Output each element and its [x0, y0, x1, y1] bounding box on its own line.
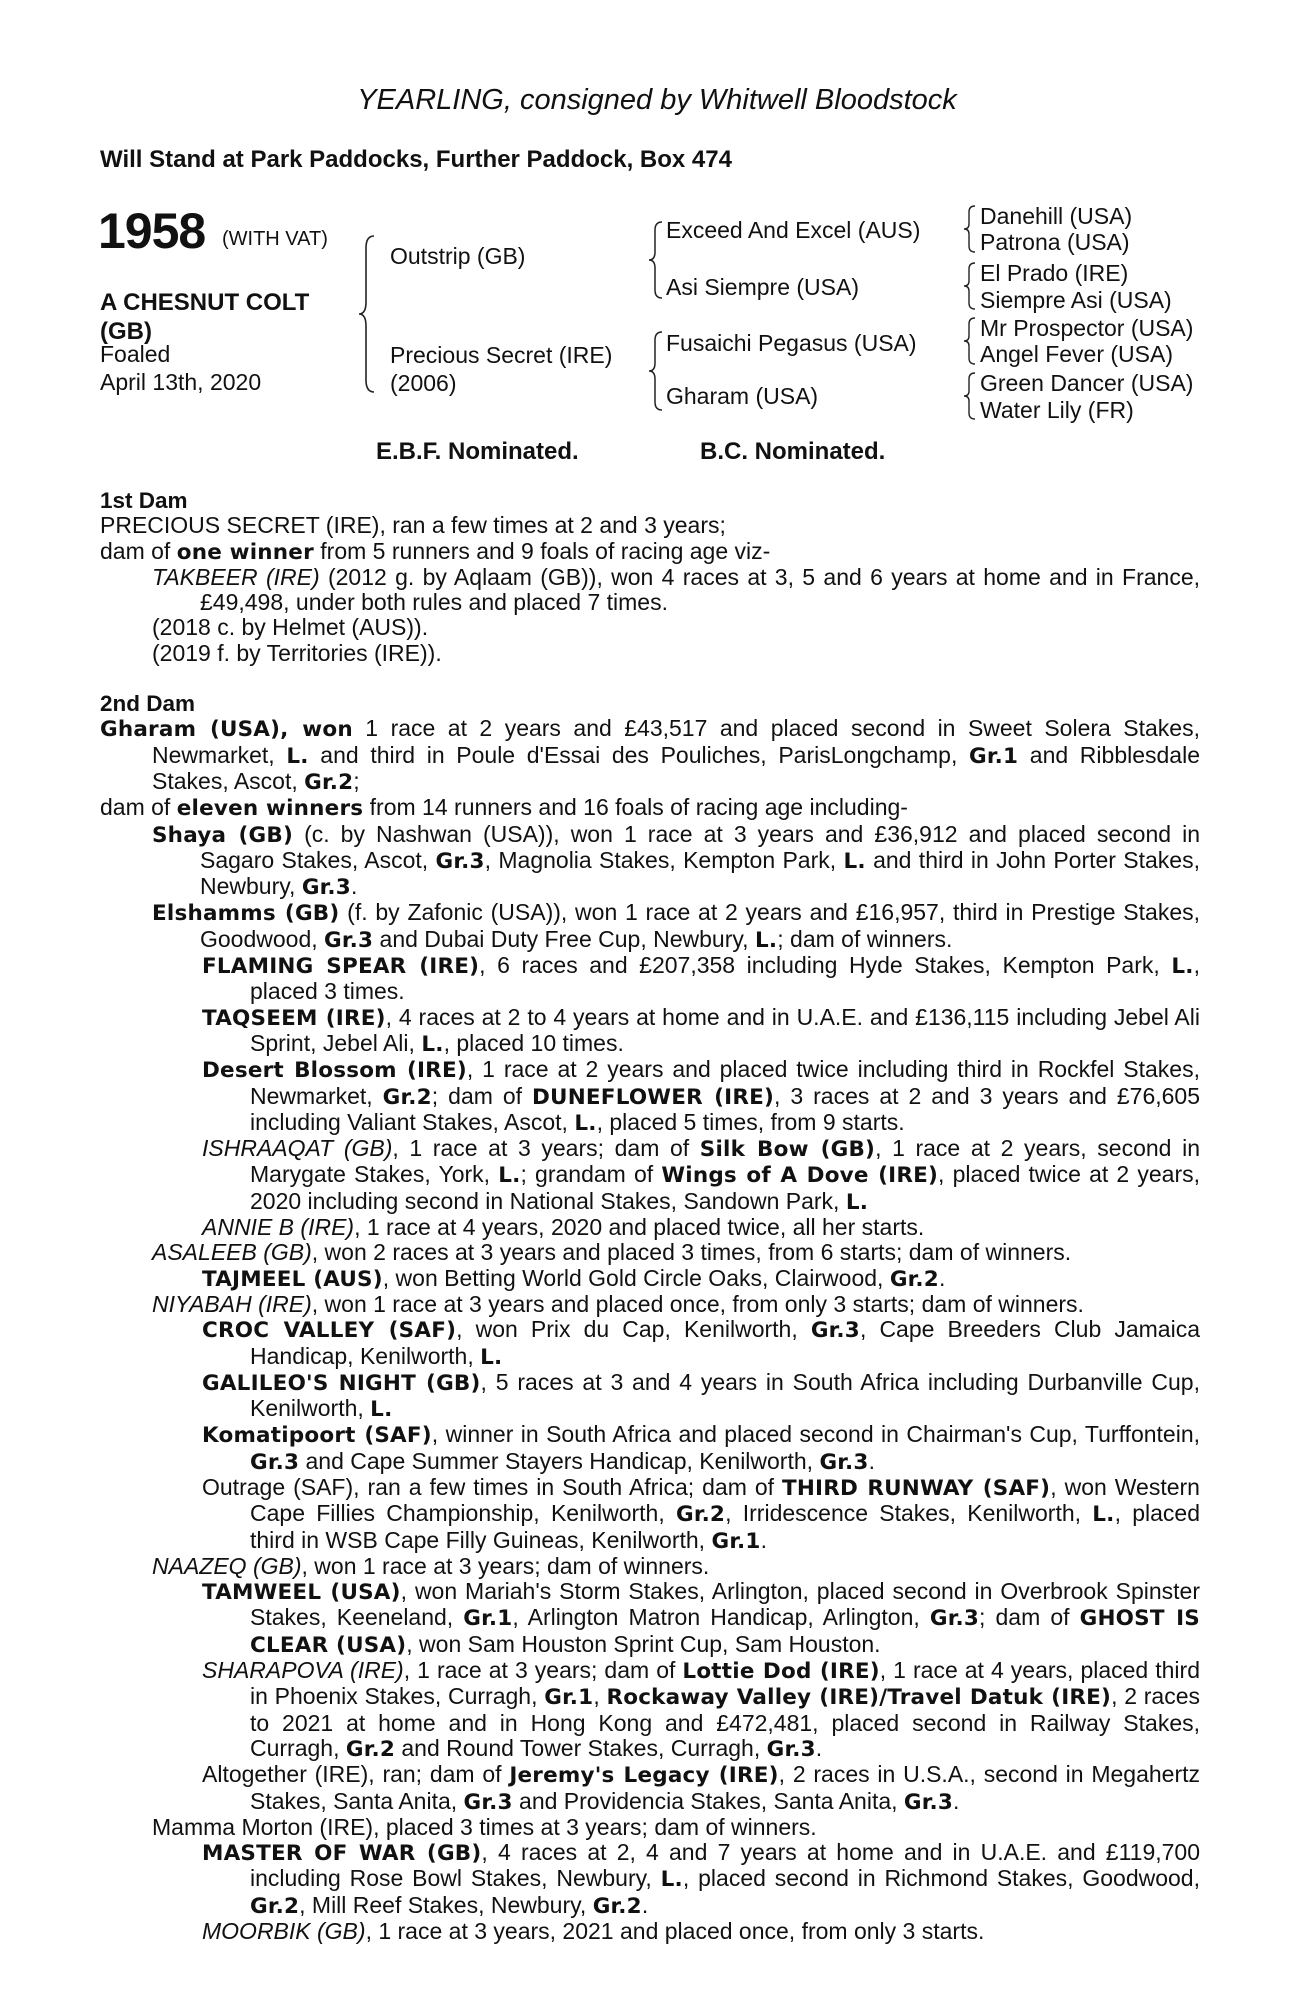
pedigree-g2: Patrona (USA) [980, 229, 1130, 255]
second-dam-gharam: Gharam (USA), won 1 race at 2 years and £43,517 and placed second in Sweet Solera Stakes, Newmarket, L. and third in Poule d'Essai des Pouliches, ParisLongchamp, Gr.1 and Ribblesdale Stakes, Ascot, Gr.2; [100, 715, 1200, 795]
produce-altogether: Altogether (IRE), ran; dam of Jeremy's Legacy (IRE), 2 races in U.S.A., second in Megahertz Stakes, Santa Anita, Gr.3 and Providencia Stakes, Santa Anita, Gr.3. [202, 1761, 1200, 1815]
pedigree-g1: Danehill (USA) [980, 203, 1133, 229]
pedigree-sire-sire: Exceed And Excel (AUS) [666, 217, 921, 243]
produce-asaleeb: ASALEEB (GB), won 2 races at 3 years and placed 3 times, from 6 starts; dam of winners. [152, 1239, 1072, 1266]
produce-takbeer: TAKBEER (IRE) (2012 g. by Aqlaam (GB)), won 4 races at 3, 5 and 6 years at home and in France, £49,498, under both rules and placed 7 times. [152, 563, 1200, 616]
pedigree-dam: Precious Secret (IRE) [390, 342, 613, 368]
produce-croc-valley: CROC VALLEY (SAF), won Prix du Cap, Kenilworth, Gr.3, Cape Breeders Club Jamaica Handicap, Kenilworth, L. [202, 1316, 1200, 1370]
pedigree-brace-sire [646, 220, 666, 300]
second-dam-summary: dam of eleven winners from 14 runners and 16 foals of racing age including- [100, 794, 908, 822]
foaled-date: April 13th, 2020 [100, 369, 262, 395]
foaled-info [100, 340, 261, 396]
pedigree-dam-sire: Fusaichi Pegasus (USA) [666, 330, 917, 356]
catalogue-body [100, 488, 1200, 1944]
produce-tamweel: TAMWEEL (USA), won Mariah's Storm Stakes, Arlington, placed second in Overbrook Spinster Stakes, Keeneland, Gr.1, Arlington Matron Handicap, Arlington, Gr.3; dam of GHOST IS CLEAR (USA), won Sam Houston Sprint Cup, Sam Houston. [202, 1578, 1200, 1658]
lot-description [100, 288, 309, 346]
first-dam-line2: dam of one winner from 5 runners and 9 foals of racing age viz- [100, 537, 771, 565]
pedigree-brace-main [356, 234, 380, 394]
produce-niyabah: NIYABAH (IRE), won 1 race at 3 years and placed once, from only 3 starts; dam of winners. [152, 1290, 1084, 1317]
pedigree-g3: El Prado (IRE) [980, 260, 1129, 286]
produce-sharapova: SHARAPOVA (IRE), 1 race at 3 years; dam of Lottie Dod (IRE), 1 race at 4 years, placed third in Phoenix Stakes, Curragh, Gr.1, Rockaway Valley (IRE)/Travel Datuk (IRE), 2 races to 2021 at home and in Hong Kong and £472,481, placed second in Railway Stakes, Curragh, Gr.2 and Round Tower Stakes, Curragh, Gr.3. [202, 1657, 1200, 1762]
pedigree-g5: Mr Prospector (USA) [980, 315, 1194, 341]
produce-2018: (2018 c. by Helmet (AUS)). [152, 614, 429, 641]
produce-flaming-spear: FLAMING SPEAR (IRE), 6 races and £207,358 including Hyde Stakes, Kempton Park, L., placed 3 times. [202, 952, 1200, 1005]
produce-master-of-war: MASTER OF WAR (GB), 4 races at 2, 4 and 7 years at home and in U.A.E. and £119,700 including Rose Bowl Stakes, Newbury, L., placed second in Richmond Stakes, Goodwood, Gr.2, Mill Reef Stakes, Newbury, Gr.2. [202, 1839, 1201, 1919]
pedigree-g6: Angel Fever (USA) [980, 341, 1174, 367]
produce-elshamms: Elshamms (GB) (f. by Zafonic (USA)), won 1 race at 2 years and £16,957, third in Prestige Stakes, Goodwood, Gr.3 and Dubai Duty Free Cup, Newbury, L.; dam of winners. [152, 899, 1201, 953]
lot-description-line1: A CHESNUT COLT [100, 289, 310, 316]
produce-komatipoort: Komatipoort (SAF), winner in South Africa and placed second in Chairman's Cup, Turffontein, Gr.3 and Cape Summer Stayers Handicap, Kenilworth, Gr.3. [202, 1421, 1200, 1475]
pedigree-brace-dam [646, 330, 666, 412]
produce-tajmeel: TAJMEEL (AUS), won Betting World Gold Circle Oaks, Clairwood, Gr.2. [202, 1264, 946, 1292]
pedigree-brace-g2 [962, 261, 978, 311]
produce-taqseem: TAQSEEM (IRE), 4 races at 2 to 4 years at home and in U.A.E. and £136,115 including Jebel Ali Sprint, Jebel Ali, L., placed 10 times. [202, 1003, 1200, 1057]
produce-ishraaqat: ISHRAAQAT (GB), 1 race at 3 years; dam of Silk Bow (GB), 1 race at 2 years, second in Marygate Stakes, York, L.; grandam of Wings of A Dove (IRE), placed twice at 2 years, 2020 including second in National Stakes, Sandown Park, L. [202, 1135, 1201, 1215]
bc-nominated: B.C. Nominated. [700, 438, 886, 465]
produce-galileos-night: GALILEO'S NIGHT (GB), 5 races at 3 and 4 years in South Africa including Durbanville Cup, Kenilworth, L. [202, 1368, 1200, 1423]
produce-mamma-morton: Mamma Morton (IRE), placed 3 times at 3 years; dam of winners. [152, 1813, 817, 1840]
pedigree-g7: Green Dancer (USA) [980, 370, 1194, 396]
foaled-label: Foaled [100, 341, 171, 367]
lot-number: 1958 [98, 203, 206, 259]
produce-naazeq: NAAZEQ (GB), won 1 race at 3 years; dam of winners. [152, 1552, 710, 1579]
ebf-nominated: E.B.F. Nominated. [376, 438, 579, 465]
pedigree-sire-dam: Asi Siempre (USA) [666, 274, 859, 300]
produce-outrage: Outrage (SAF), ran a few times in South Africa; dam of THIRD RUNWAY (SAF), won Western Cape Fillies Championship, Kenilworth, Gr.2, Irridescence Stakes, Kenilworth, L., placed third in WSB Cape Filly Guineas, Kenilworth, Gr.1. [202, 1473, 1200, 1554]
pedigree-brace-g3 [962, 316, 978, 366]
first-dam-heading: 1st Dam [100, 488, 188, 513]
pedigree-brace-g1 [962, 204, 978, 254]
page-title: YEARLING, consigned by Whitwell Bloodstock [357, 84, 957, 116]
second-dam-heading: 2nd Dam [100, 691, 196, 717]
pedigree-brace-g4 [962, 371, 978, 421]
pedigree-dam-year: (2006) [390, 370, 457, 396]
vat-label: (WITH VAT) [222, 228, 328, 250]
produce-annie-b: ANNIE B (IRE), 1 race at 4 years, 2020 and placed twice, all her starts. [202, 1214, 925, 1241]
produce-shaya: Shaya (GB) (c. by Nashwan (USA)), won 1 race at 3 years and £36,912 and placed second in Sagaro Stakes, Ascot, Gr.3, Magnolia Stakes, Kempton Park, L. and third in John Porter Stakes, Newbury, Gr.3. [152, 820, 1200, 901]
produce-desert-blossom: Desert Blossom (IRE), 1 race at 2 years and placed twice including third in Rockfel Stakes, Newmarket, Gr.2; dam of DUNEFLOWER (IRE), 3 races at 2 and 3 years and £76,605 including Valiant Stakes, Ascot, L., placed 5 times, from 9 starts. [202, 1056, 1201, 1136]
produce-moorbik: MOORBIK (GB), 1 race at 3 years, 2021 and placed once, from only 3 starts. [202, 1918, 985, 1945]
stand-location: Will Stand at Park Paddocks, Further Paddock, Box 474 [100, 146, 732, 173]
pedigree-sire: Outstrip (GB) [390, 243, 526, 269]
pedigree-dam-dam: Gharam (USA) [666, 383, 819, 409]
produce-2019: (2019 f. by Territories (IRE)). [152, 639, 442, 666]
pedigree-g4: Siempre Asi (USA) [980, 287, 1172, 313]
lot-description-line2: (GB) [100, 318, 152, 345]
first-dam-line1: PRECIOUS SECRET (IRE), ran a few times at 2 and 3 years; [100, 512, 726, 539]
pedigree-g8: Water Lily (FR) [980, 397, 1134, 423]
